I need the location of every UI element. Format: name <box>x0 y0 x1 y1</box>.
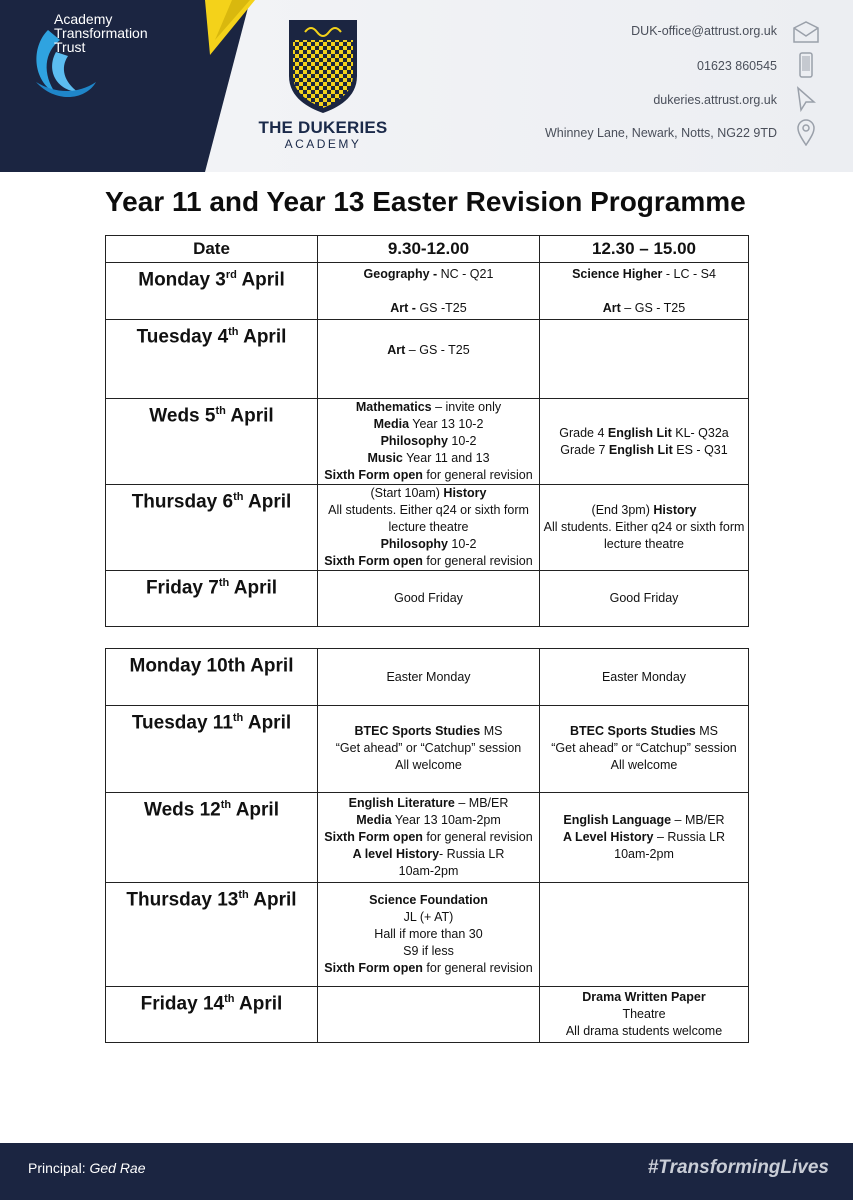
session-cell: English Literature – MB/ER Media Year 13 10am-2pm Sixth Form open for general revision A level History- Russia LR 10am-2pm <box>318 793 540 883</box>
table-row <box>106 793 749 883</box>
session-cell: BTEC Sports Studies MS “Get ahead” or “Catchup” session All welcome <box>318 706 540 793</box>
contact-address: Whinney Lane, Newark, Notts, NG22 9TD <box>544 126 777 140</box>
session-cell-empty <box>540 320 749 399</box>
table-row <box>106 263 749 320</box>
session-cell: Easter Monday <box>318 649 540 706</box>
day-cell: Thursday 6th April <box>106 485 318 571</box>
letterhead-header <box>0 0 853 172</box>
table-row <box>106 320 749 399</box>
day-cell: Friday 7th April <box>106 571 318 627</box>
trust-line-3: Trust <box>54 39 86 55</box>
school-name: THE DUKERIES <box>258 118 388 137</box>
session-cell: Drama Written Paper Theatre All drama students welcome <box>540 987 749 1043</box>
table-row <box>106 571 749 627</box>
day-cell: Weds 12th April <box>106 793 318 883</box>
table-row <box>106 706 749 793</box>
day-cell: Weds 5th April <box>106 399 318 485</box>
day-cell: Friday 14th April <box>106 987 318 1043</box>
table-row <box>106 883 749 987</box>
contact-email[interactable]: DUK-office@attrust.org.uk <box>631 24 777 38</box>
day-cell: Thursday 13th April <box>106 883 318 987</box>
table-row <box>106 399 749 485</box>
session-cell: (End 3pm) History All students. Either q24 or sixth form lecture theatre <box>540 485 749 571</box>
session-cell: Science Foundation JL (+ AT) Hall if more than 30 S9 if less Sixth Form open for general revision <box>318 883 540 987</box>
header-date: Date <box>106 236 318 263</box>
header-morning: 9.30-12.00 <box>318 236 540 263</box>
school-subtitle: ACADEMY <box>284 137 362 151</box>
contact-phone[interactable]: 01623 860545 <box>697 59 777 73</box>
session-cell-empty <box>318 987 540 1043</box>
session-cell: Good Friday <box>540 571 749 627</box>
revision-table-week-1 <box>105 235 749 627</box>
trust-name <box>54 12 148 54</box>
session-cell: BTEC Sports Studies MS “Get ahead” or “Catchup” session All welcome <box>540 706 749 793</box>
header-afternoon: 12.30 – 15.00 <box>540 236 749 263</box>
table-row <box>106 485 749 571</box>
table-row <box>106 987 749 1043</box>
table-header-row <box>106 236 749 263</box>
session-cell: Grade 4 English Lit KL- Q32a Grade 7 English Lit ES - Q31 <box>540 399 749 485</box>
location-pin-icon <box>796 118 816 146</box>
school-crest-logo <box>287 18 359 114</box>
envelope-icon <box>792 20 820 44</box>
principal-name: Ged Rae <box>89 1160 146 1176</box>
revision-table-week-2 <box>105 648 749 1043</box>
day-cell: Monday 3rd April <box>106 263 318 320</box>
session-cell: Good Friday <box>318 571 540 627</box>
session-cell: Mathematics – invite only Media Year 13 10-2 Philosophy 10-2 Music Year 11 and 13 Sixth Form open for general revision <box>318 399 540 485</box>
day-cell: Tuesday 11th April <box>106 706 318 793</box>
session-cell: Art – GS - T25 <box>318 320 540 399</box>
session-cell-empty <box>540 883 749 987</box>
session-cell: Science Higher - LC - S4 Art – GS - T25 <box>540 263 749 320</box>
hashtag: #TransformingLives <box>647 1157 829 1178</box>
letterhead-footer <box>0 1143 853 1200</box>
cursor-arrow-icon <box>795 86 817 112</box>
session-cell: Geography - NC - Q21 Art - GS -T25 <box>318 263 540 320</box>
session-cell: Easter Monday <box>540 649 749 706</box>
day-cell: Tuesday 4th April <box>106 320 318 399</box>
session-cell: (Start 10am) History All students. Either q24 or sixth form lecture theatre Philosophy 10-2 Sixth Form open for general revision <box>318 485 540 571</box>
phone-icon <box>798 52 814 78</box>
trust-line-1: Academy <box>54 11 113 27</box>
contact-website[interactable]: dukeries.attrust.org.uk <box>653 93 777 107</box>
session-cell: English Language – MB/ER A Level History – Russia LR 10am-2pm <box>540 793 749 883</box>
day-cell: Monday 10th April <box>106 649 318 706</box>
trust-line-2: Transformation <box>54 25 148 41</box>
principal-credit: Principal: Ged Rae <box>28 1160 146 1176</box>
page-title: Year 11 and Year 13 Easter Revision Programme <box>105 186 746 217</box>
table-row <box>106 649 749 706</box>
